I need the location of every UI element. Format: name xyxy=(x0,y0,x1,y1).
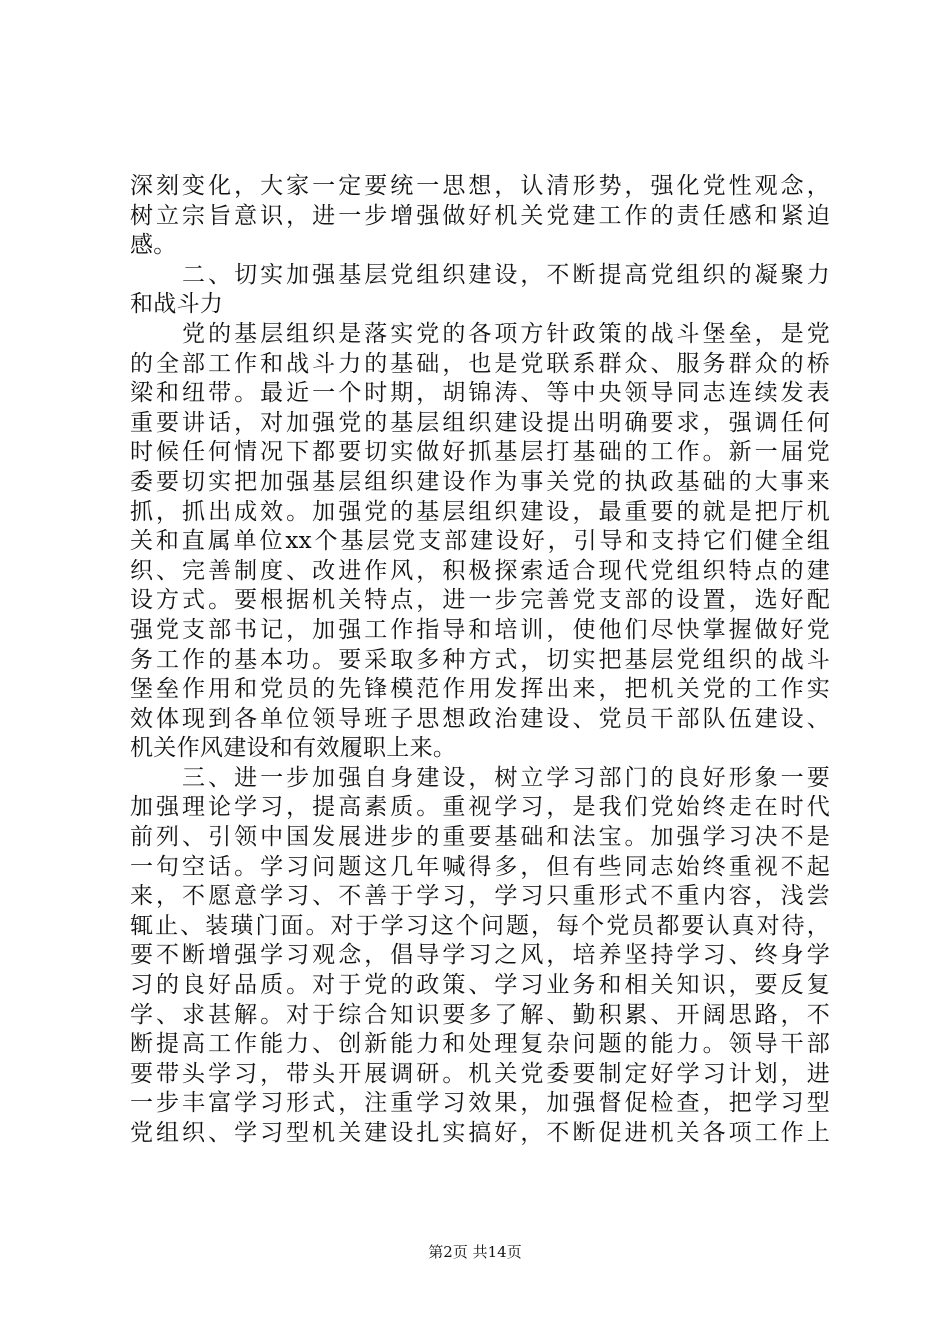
section-heading-line: 二、切实加强基层党组织建设，不断提高党组织的凝聚力 xyxy=(130,261,830,288)
text-line: 习的良好品质。对于党的政策、学习业务和相关知识，要反复 xyxy=(130,972,830,999)
section-heading-line: 和战斗力 xyxy=(130,291,224,318)
text-line: 感。 xyxy=(130,232,177,259)
text-line: 强党支部书记，加强工作指导和培训，使他们尽快掌握做好党 xyxy=(130,616,830,643)
text-line: 断提高工作能力、创新能力和处理复杂问题的能力。领导干部 xyxy=(130,1031,830,1058)
text-line: 机关作风建设和有效履职上来。 xyxy=(130,735,457,762)
text-line: 一步丰富学习形式，注重学习效果，加强督促检查，把学习型 xyxy=(130,1090,830,1117)
text-line: 来，不愿意学习、不善于学习，学习只重形式不重内容，浅尝 xyxy=(130,883,830,910)
text-line: 堡垒作用和党员的先锋模范作用发挥出来，把机关党的工作实 xyxy=(130,676,830,703)
text-line: 党组织、学习型机关建设扎实搞好，不断促进机关各项工作上 xyxy=(130,1120,830,1146)
page-number-label: 第2页 共14页 xyxy=(428,1243,522,1261)
text-line: 辄止、装璜门面。对于学习这个问题，每个党员都要认真对待， xyxy=(130,912,830,939)
text-line: 深刻变化，大家一定要统一思想，认清形势，强化党性观念， xyxy=(130,173,830,199)
text-line: 重要讲话，对加强党的基层组织建设提出明确要求，强调任何 xyxy=(130,409,830,436)
section-heading-line: 三、进一步加强自身建设，树立学习部门的良好形象一要 xyxy=(130,764,830,791)
text-line: 要带头学习，带头开展调研。机关党委要制定好学习计划，进 xyxy=(130,1060,830,1087)
text-line: 前列、引领中国发展进步的重要基础和法宝。加强学习决不是 xyxy=(130,824,830,851)
text-line: 梁和纽带。最近一个时期，胡锦涛、等中央领导同志连续发表 xyxy=(130,380,830,407)
text-line: 时候任何情况下都要切实做好抓基层打基础的工作。新一届党 xyxy=(130,439,830,466)
body-text xyxy=(130,172,830,1149)
text-line: 要不断增强学习观念，倡导学习之风，培养坚持学习、终身学 xyxy=(130,942,830,969)
text-line: 学、求甚解。对于综合知识要多了解、勤积累、开阔思路，不 xyxy=(130,1001,830,1028)
text-line: 的全部工作和战斗力的基础，也是党联系群众、服务群众的桥 xyxy=(130,350,830,377)
text-line: 务工作的基本功。要采取多种方式，切实把基层党组织的战斗 xyxy=(130,646,830,673)
text-line: 树立宗旨意识，进一步增强做好机关党建工作的责任感和紧迫 xyxy=(130,202,830,229)
text-line: 一句空话。学习问题这几年喊得多，但有些同志始终重视不起 xyxy=(130,853,830,880)
text-line: 关和直属单位xx个基层党支部建设好，引导和支持它们健全组 xyxy=(130,528,830,555)
text-line: 抓，抓出成效。加强党的基层组织建设，最重要的就是把厅机 xyxy=(130,498,830,525)
text-line: 加强理论学习，提高素质。重视学习，是我们党始终走在时代 xyxy=(130,794,830,821)
text-line: 织、完善制度、改进作风，积极探索适合现代党组织特点的建 xyxy=(130,557,830,584)
text-line: 效体现到各单位领导班子思想政治建设、党员干部队伍建设、 xyxy=(130,705,830,732)
text-line: 委要切实把加强基层组织建设作为事关党的执政基础的大事来 xyxy=(130,468,830,495)
page-footer xyxy=(0,1242,950,1262)
text-line: 党的基层组织是落实党的各项方针政策的战斗堡垒，是党 xyxy=(130,320,830,347)
text-line: 设方式。要根据机关特点，进一步完善党支部的设置，选好配 xyxy=(130,587,830,614)
